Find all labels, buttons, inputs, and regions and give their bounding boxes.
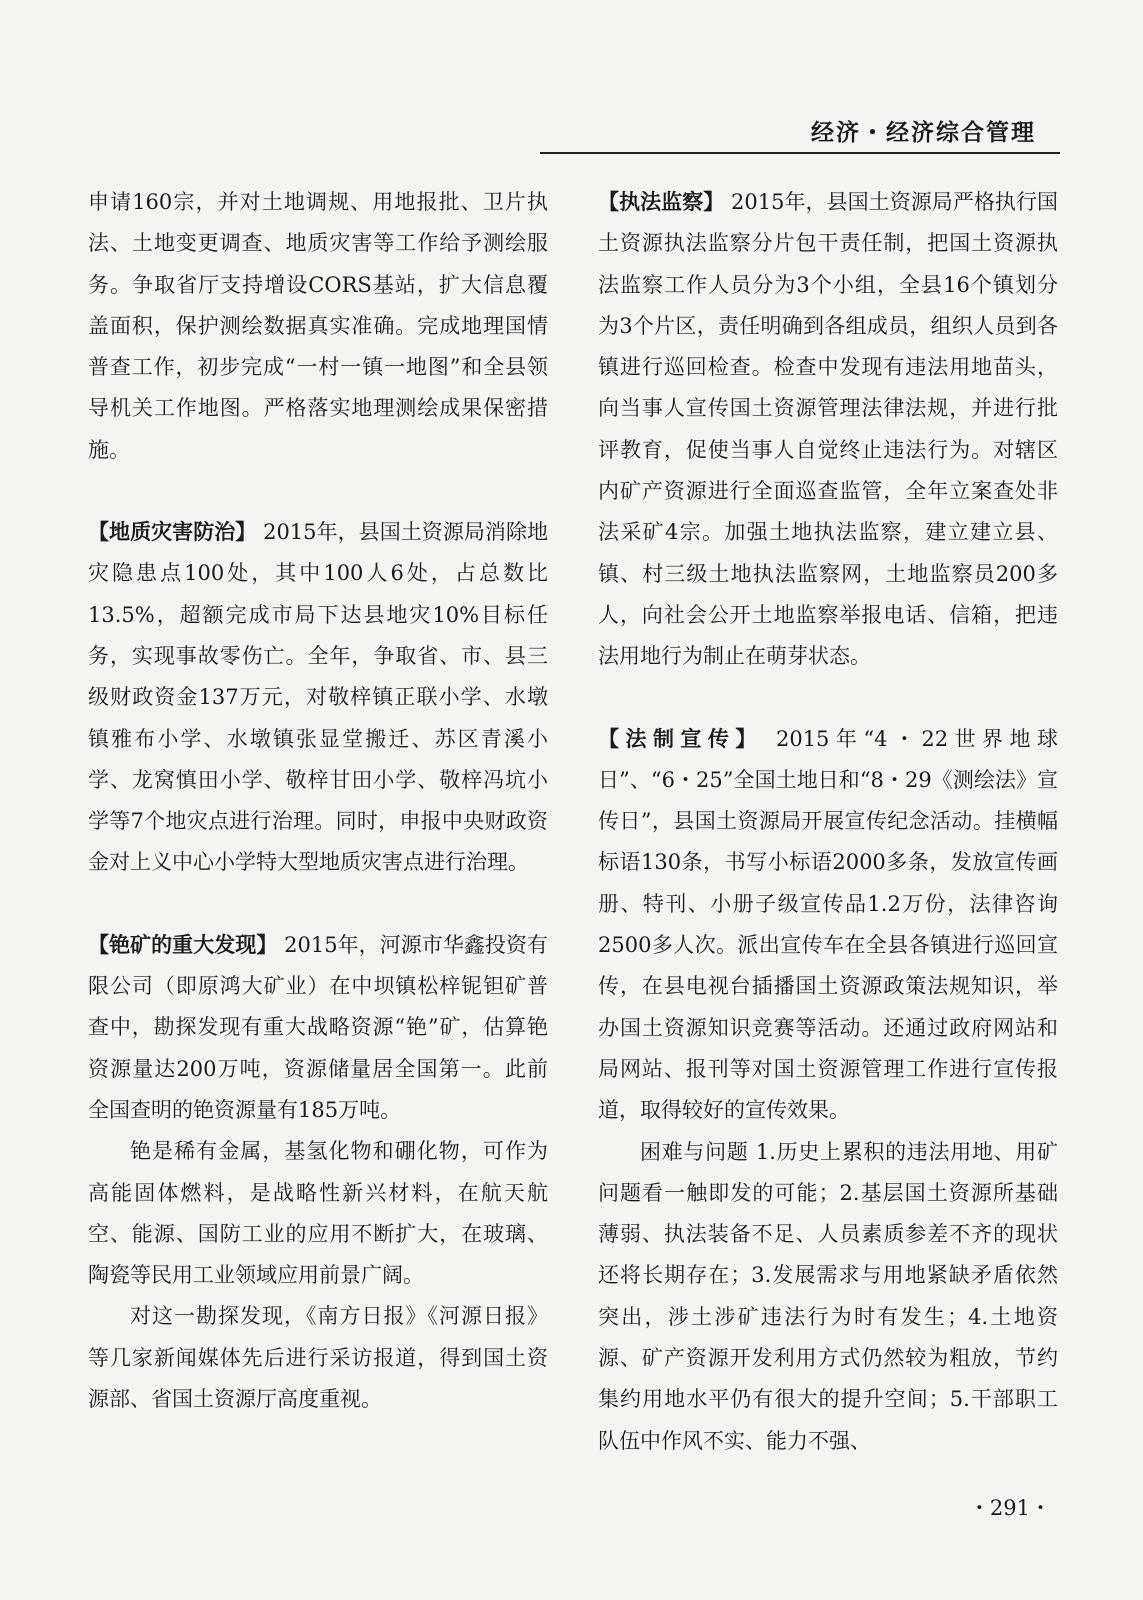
header-title: 经济・经济综合管理 [811, 120, 1036, 146]
left-column [88, 182, 548, 1420]
section-publicity [598, 719, 1058, 1132]
section-text: 2015年，县国土资源局严格执行国土资源执法监察分片包干责任制，把国土资源执法监察工作人员分为3个小组，全县16个镇划分为3个片区，责任明确到各组成员，组织人员到各镇进行巡回检查。检查中发现有违法用地苗头，向当事人宣传国土资源管理法律法规，并进行批评教育，促使当事人自觉终止违法行为。对辖区内矿产资源进行全面巡查监管，全年立案查处非法采矿4宗。加强土地执法监察，建立建立县、镇、村三级土地执法监察网，土地监察员200多人，向社会公开土地监察举报电话、信箱，把违法用地行为制止在萌芽状态。 [598, 190, 1058, 669]
section-tag: 【法制宣传】 [598, 726, 763, 751]
section-tag: 【铯矿的重大发现】 [88, 932, 278, 957]
section-text: 2015年，县国土资源局消除地灾隐患点100处，其中100人6处，占总数比13.5%，超额完成市局下达县地灾10%目标任务，实现事故零伤亡。全年，争取省、市、县三级财政资金137万元，对敬梓镇正联小学、水墩镇雅布小学、水墩镇张显堂搬迁、苏区青溪小学、龙窝慎田小学、敬梓甘田小学、敬梓冯坑小学等7个地灾点进行治理。同时，申报中央财政资金对上义中心小学特大型地质灾害点进行治理。 [88, 520, 549, 875]
paragraph-problems: 困难与问题 1.历史上累积的违法用地、用矿问题看一触即发的可能；2.基层国土资源所基础薄弱、执法装备不足、人员素质参差不齐的现状还将长期存在；3.发展需求与用地紧缺矛盾依然突出，涉土涉矿违法行为时有发生；4.土地资源、矿产资源开发利用方式仍然较为粗放，节约集约用地水平仍有很大的提升空间；5.干部职工队伍中作风不实、能力不强、 [598, 1139, 1058, 1453]
section-enforcement [598, 182, 1058, 678]
section-text: 2015年，河源市华鑫投资有限公司（即原鸿大矿业）在中坝镇松梓铌钽矿普查中，勘探发现有重大战略资源“铯”矿，估算铯资源量达200万吨，资源储量居全国第一。此前全国查明的铯资源量有185万吨。 [88, 932, 549, 1122]
section-tag: 【执法监察】 [598, 190, 725, 214]
paragraph-cesium-2: 铯是稀有金属，基氢化物和硼化物，可作为高能固体燃料，是战略性新兴材料，在航天航空、能源、国防工业的应用不断扩大，在玻璃、陶瓷等民用工业领域应用前景广阔。 [88, 1139, 548, 1288]
paragraph-cesium-3: 对这一勘探发现，《南方日报》《河源日报》等几家新闻媒体先后进行采访报道，得到国土资源部、省国土资源厅高度重视。 [88, 1304, 548, 1412]
page-number: ・291・ [968, 1496, 1051, 1520]
running-header [540, 108, 1060, 154]
section-text: 2015年“4・22世界地球日”、“6・25”全国土地日和“8・29《测绘法》宣传日”，县国土资源局开展宣传纪念活动。挂横幅标语130条，书写小标语2000多条，发放宣传画册、特刊、小册子级宣传品1.2万份，法律咨询2500多人次。派出宣传车在全县各镇进行巡回宣传，在县电视台插播国土资源政策法规知识，举办国土资源知识竞赛等活动。还通过政府网站和局网站、报刊等对国土资源管理工作进行宣传报道，取得较好的宣传效果。 [598, 726, 1059, 1123]
right-column [598, 182, 1058, 1462]
paragraph-survey: 申请160宗，并对土地调规、用地报批、卫片执法、土地变更调查、地质灾害等工作给予测绘服务。争取省厅支持增设CORS基站，扩大信息覆盖面积，保护测绘数据真实准确。完成地理国情普查工作，初步完成“一村一镇一地图”和全县领导机关工作地图。严格落实地理测绘成果保密措施。 [88, 190, 548, 462]
section-cesium [88, 925, 548, 1131]
section-tag: 【地质灾害防治】 [88, 520, 257, 545]
section-geo-disaster [88, 512, 548, 884]
